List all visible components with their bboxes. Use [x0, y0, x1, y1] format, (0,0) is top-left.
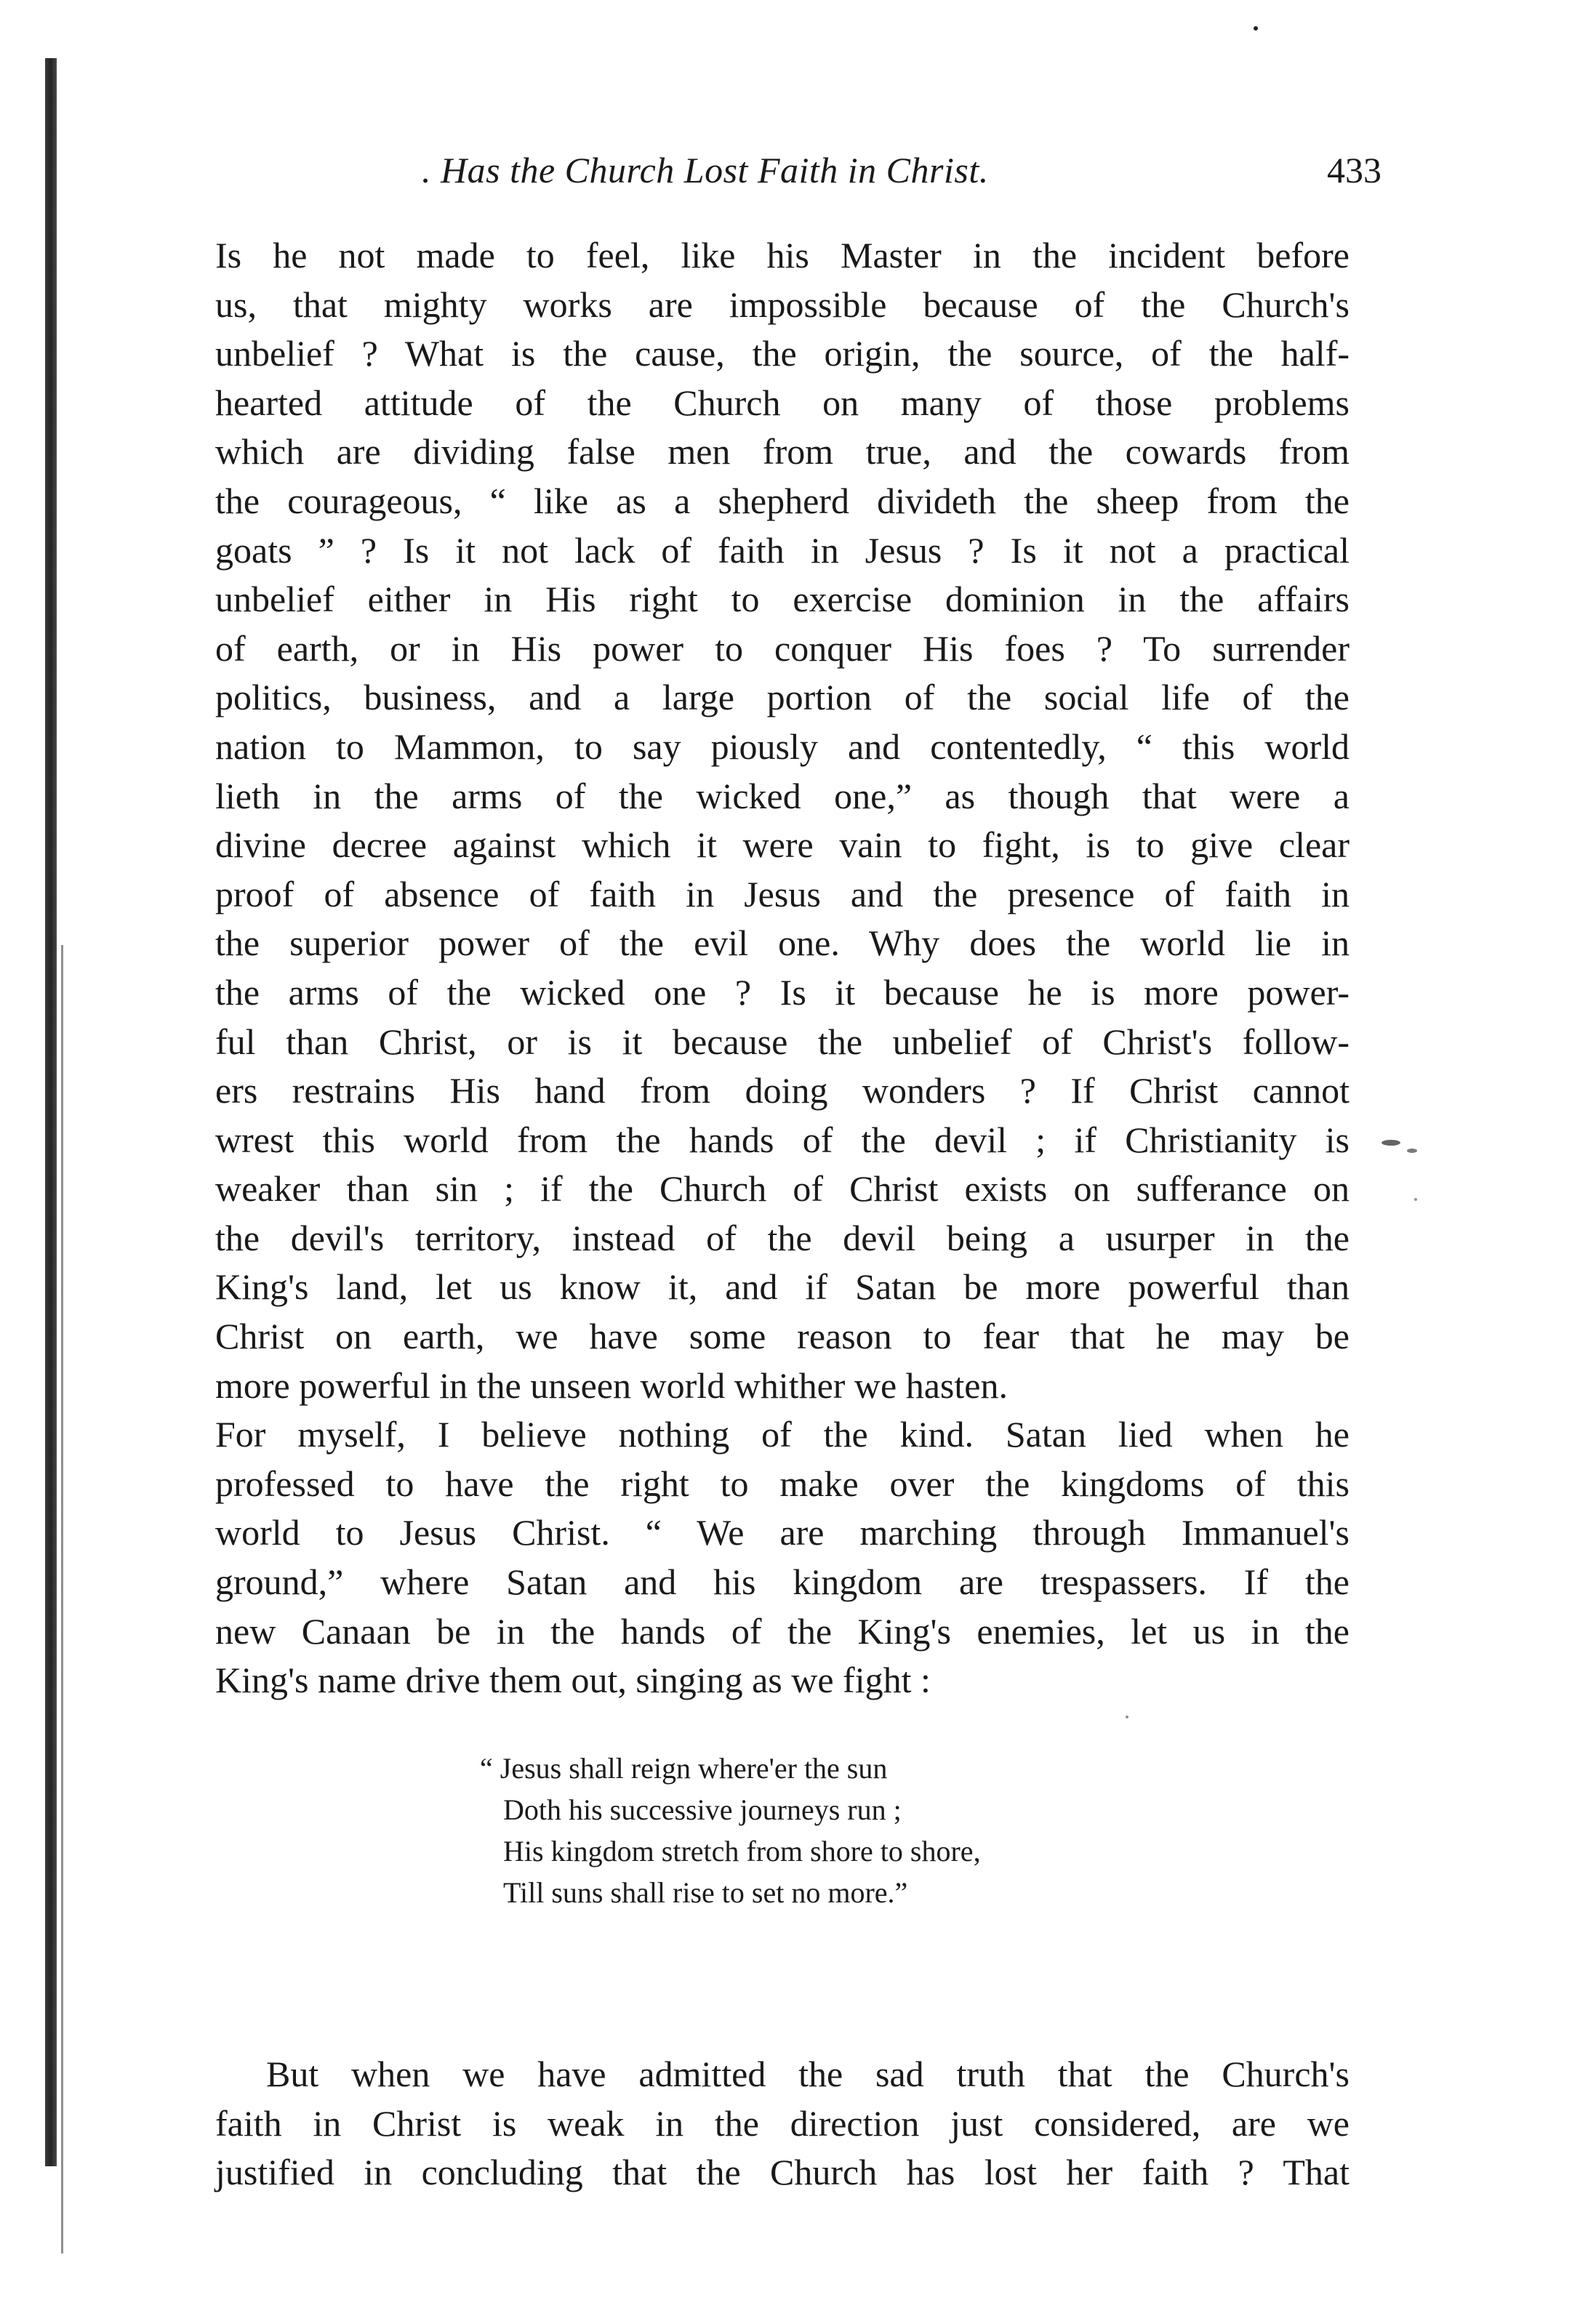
paragraph-2 [215, 2050, 1350, 2198]
text-line: King's name drive them out, singing as we fight : [215, 1660, 931, 1701]
text-line: divine decree against which it were vain to fight, is to give clear [215, 824, 1350, 866]
verse-line: “ Jesus shall reign where'er the sun [480, 1752, 888, 1785]
binding-edge-shadow [45, 58, 57, 2166]
verse-line: Doth his successive journeys run ; [503, 1793, 902, 1826]
text-line: the arms of the wicked one ? Is it because he is more power- [215, 971, 1350, 1013]
text-line: world to Jesus Christ. “ We are marching through Immanuel's [215, 1512, 1350, 1553]
verse-line: His kingdom stretch from shore to shore, [503, 1835, 981, 1867]
text-line: justified in concluding that the Church has lost her faith ? That [215, 2152, 1350, 2193]
text-line: wrest this world from the hands of the devil ; if Christianity is [215, 1119, 1350, 1160]
text-line: proof of absence of faith in Jesus and the presence of faith in [215, 873, 1350, 914]
text-line: which are dividing false men from true, and the cowards from [215, 431, 1350, 473]
text-line: nation to Mammon, to say piously and contentedly, “ this world [215, 725, 1350, 767]
scan-speck [1382, 1140, 1400, 1146]
text-line: unbelief ? What is the cause, the origin, the source, of the half- [215, 333, 1350, 374]
verse-line: Till suns shall rise to set no more.” [503, 1876, 908, 1909]
text-line: weaker than sin ; if the Church of Christ exists on sufferance on [215, 1168, 1350, 1210]
text-line: the courageous, “ like as a shepherd divideth the sheep from the [215, 480, 1350, 521]
text-line: us, that mighty works are impossible because of the Church's [215, 284, 1350, 325]
scan-speck [1414, 1198, 1417, 1201]
text-line: ers restrains His hand from doing wonders ? If Christ cannot [215, 1070, 1350, 1111]
running-title: . Has the Church Lost Faith in Christ. [422, 150, 989, 190]
text-line: Is he not made to feel, like his Master in the incident before [215, 235, 1350, 276]
text-line: unbelief either in His right to exercise dominion in the affairs [215, 579, 1350, 620]
binding-edge-line [61, 945, 63, 2253]
text-line: politics, business, and a large portion of the social life of the [215, 677, 1350, 718]
text-line: faith in Christ is weak in the direction just considered, are we [215, 2102, 1350, 2144]
text-line: of earth, or in His power to conquer His foes ? To surrender [215, 627, 1350, 669]
page-number: 433 [1327, 150, 1382, 190]
text-line: lieth in the arms of the wicked one,” as though that were a [215, 775, 1350, 816]
text-line: professed to have the right to make over the kingdoms of this [215, 1463, 1350, 1504]
text-line: King's land, let us know it, and if Satan be more powerful than [215, 1266, 1350, 1308]
paragraph-1 [215, 231, 1350, 1705]
text-line: more powerful in the unseen world whither we hasten. [215, 1364, 1008, 1406]
text-line: the superior power of the evil one. Why does the world lie in [215, 922, 1350, 964]
scan-speck [1126, 1716, 1128, 1718]
text-line: hearted attitude of the Church on many of those problems [215, 382, 1350, 423]
scan-speck [1254, 26, 1258, 31]
text-line: For myself, I believe nothing of the kind. Satan lied when he [215, 1414, 1350, 1455]
text-line: new Canaan be in the hands of the King's enemies, let us in the [215, 1610, 1350, 1652]
text-line: ground,” where Satan and his kingdom are trespassers. If the [215, 1561, 1350, 1603]
text-line: Christ on earth, we have some reason to fear that he may be [215, 1316, 1350, 1357]
text-line: But when we have admitted the sad truth that the Church's [266, 2054, 1350, 2094]
hymn-quotation [480, 1748, 1207, 1913]
text-line: ful than Christ, or is it because the unbelief of Christ's follow- [215, 1021, 1350, 1062]
text-line: the devil's territory, instead of the devil being a usurper in the [215, 1217, 1350, 1258]
scan-speck [1407, 1149, 1417, 1153]
text-line: goats ” ? Is it not lack of faith in Jesus ? Is it not a practical [215, 529, 1350, 571]
page-header [378, 149, 1382, 207]
